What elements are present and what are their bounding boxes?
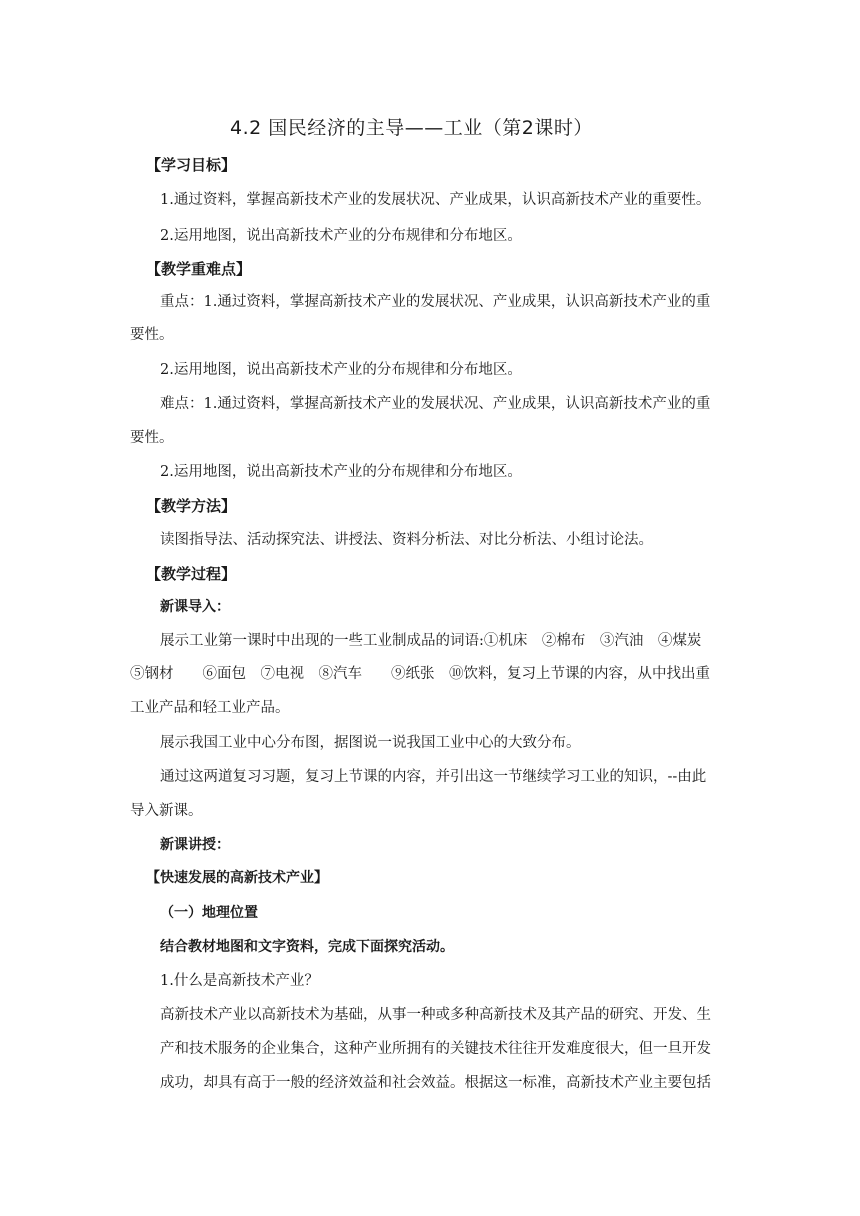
key-point-1: 重点：1.通过资料，掌握高新技术产业的发展状况、产业成果，认识高新技术产业的重 — [160, 294, 711, 310]
hightech-heading: 【快速发展的高新技术产业】 — [146, 870, 328, 886]
page-title: 4.2 国民经济的主导——工业（第2课时） — [230, 117, 593, 139]
goal-1: 1.通过资料，掌握高新技术产业的发展状况、产业成果，认识高新技术产业的重要性。 — [160, 192, 711, 208]
intro-summary-cont: 导入新课。 — [130, 803, 203, 819]
method-heading: 【教学方法】 — [146, 497, 237, 515]
difficult-point-2: 2.运用地图，说出高新技术产业的分布规律和分布地区。 — [160, 464, 522, 480]
key-point-1-cont: 要性。 — [130, 327, 174, 343]
key-point-2: 2.运用地图，说出高新技术产业的分布规律和分布地区。 — [160, 362, 522, 378]
intro-line-2: ⑤钢材 ⑥面包 ⑦电视 ⑧汽车 ⑨纸张 ⑩饮料，复习上节课的内容，从中找出重 — [130, 666, 710, 682]
answer-line-3: 成功，却具有高于一般的经济效益和社会效益。根据这一标准，高新技术产业主要包括 — [160, 1075, 711, 1091]
key-heading: 【教学重难点】 — [146, 260, 252, 278]
answer-line-2: 产和技术服务的企业集合，这种产业所拥有的关键技术往往开发难度很大，但一旦开发 — [160, 1041, 711, 1057]
lecture-heading: 新课讲授： — [160, 837, 230, 853]
intro-summary: 通过这两道复习习题，复习上节课的内容，并引出这一节继续学习工业的知识，--由此 — [160, 769, 707, 785]
goals-heading: 【学习目标】 — [146, 156, 237, 174]
intro-line-1: 展示工业第一课时中出现的一些工业制成品的词语:①机床 ②棉布 ③汽油 ④煤炭 — [160, 633, 702, 649]
intro-heading: 新课导入： — [160, 599, 230, 615]
goal-2: 2.运用地图，说出高新技术产业的分布规律和分布地区。 — [160, 228, 522, 244]
geo-heading: （一）地理位置 — [160, 905, 258, 921]
activity-heading: 结合教材地图和文字资料，完成下面探究活动。 — [160, 939, 454, 955]
process-heading: 【教学过程】 — [146, 565, 237, 583]
intro-map-text: 展示我国工业中心分布图，据图说一说我国工业中心的大致分布。 — [160, 735, 581, 751]
answer-line-1: 高新技术产业以高新技术为基础，从事一种或多种高新技术及其产品的研究、开发、生 — [160, 1007, 711, 1023]
difficult-point-1-cont: 要性。 — [130, 430, 174, 446]
question-1: 1.什么是高新技术产业？ — [160, 973, 319, 989]
method-text: 读图指导法、活动探究法、讲授法、资料分析法、对比分析法、小组讨论法。 — [160, 532, 653, 548]
difficult-point-1: 难点：1.通过资料，掌握高新技术产业的发展状况、产业成果，认识高新技术产业的重 — [160, 396, 711, 412]
intro-line-3: 工业产品和轻工业产品。 — [130, 700, 290, 716]
